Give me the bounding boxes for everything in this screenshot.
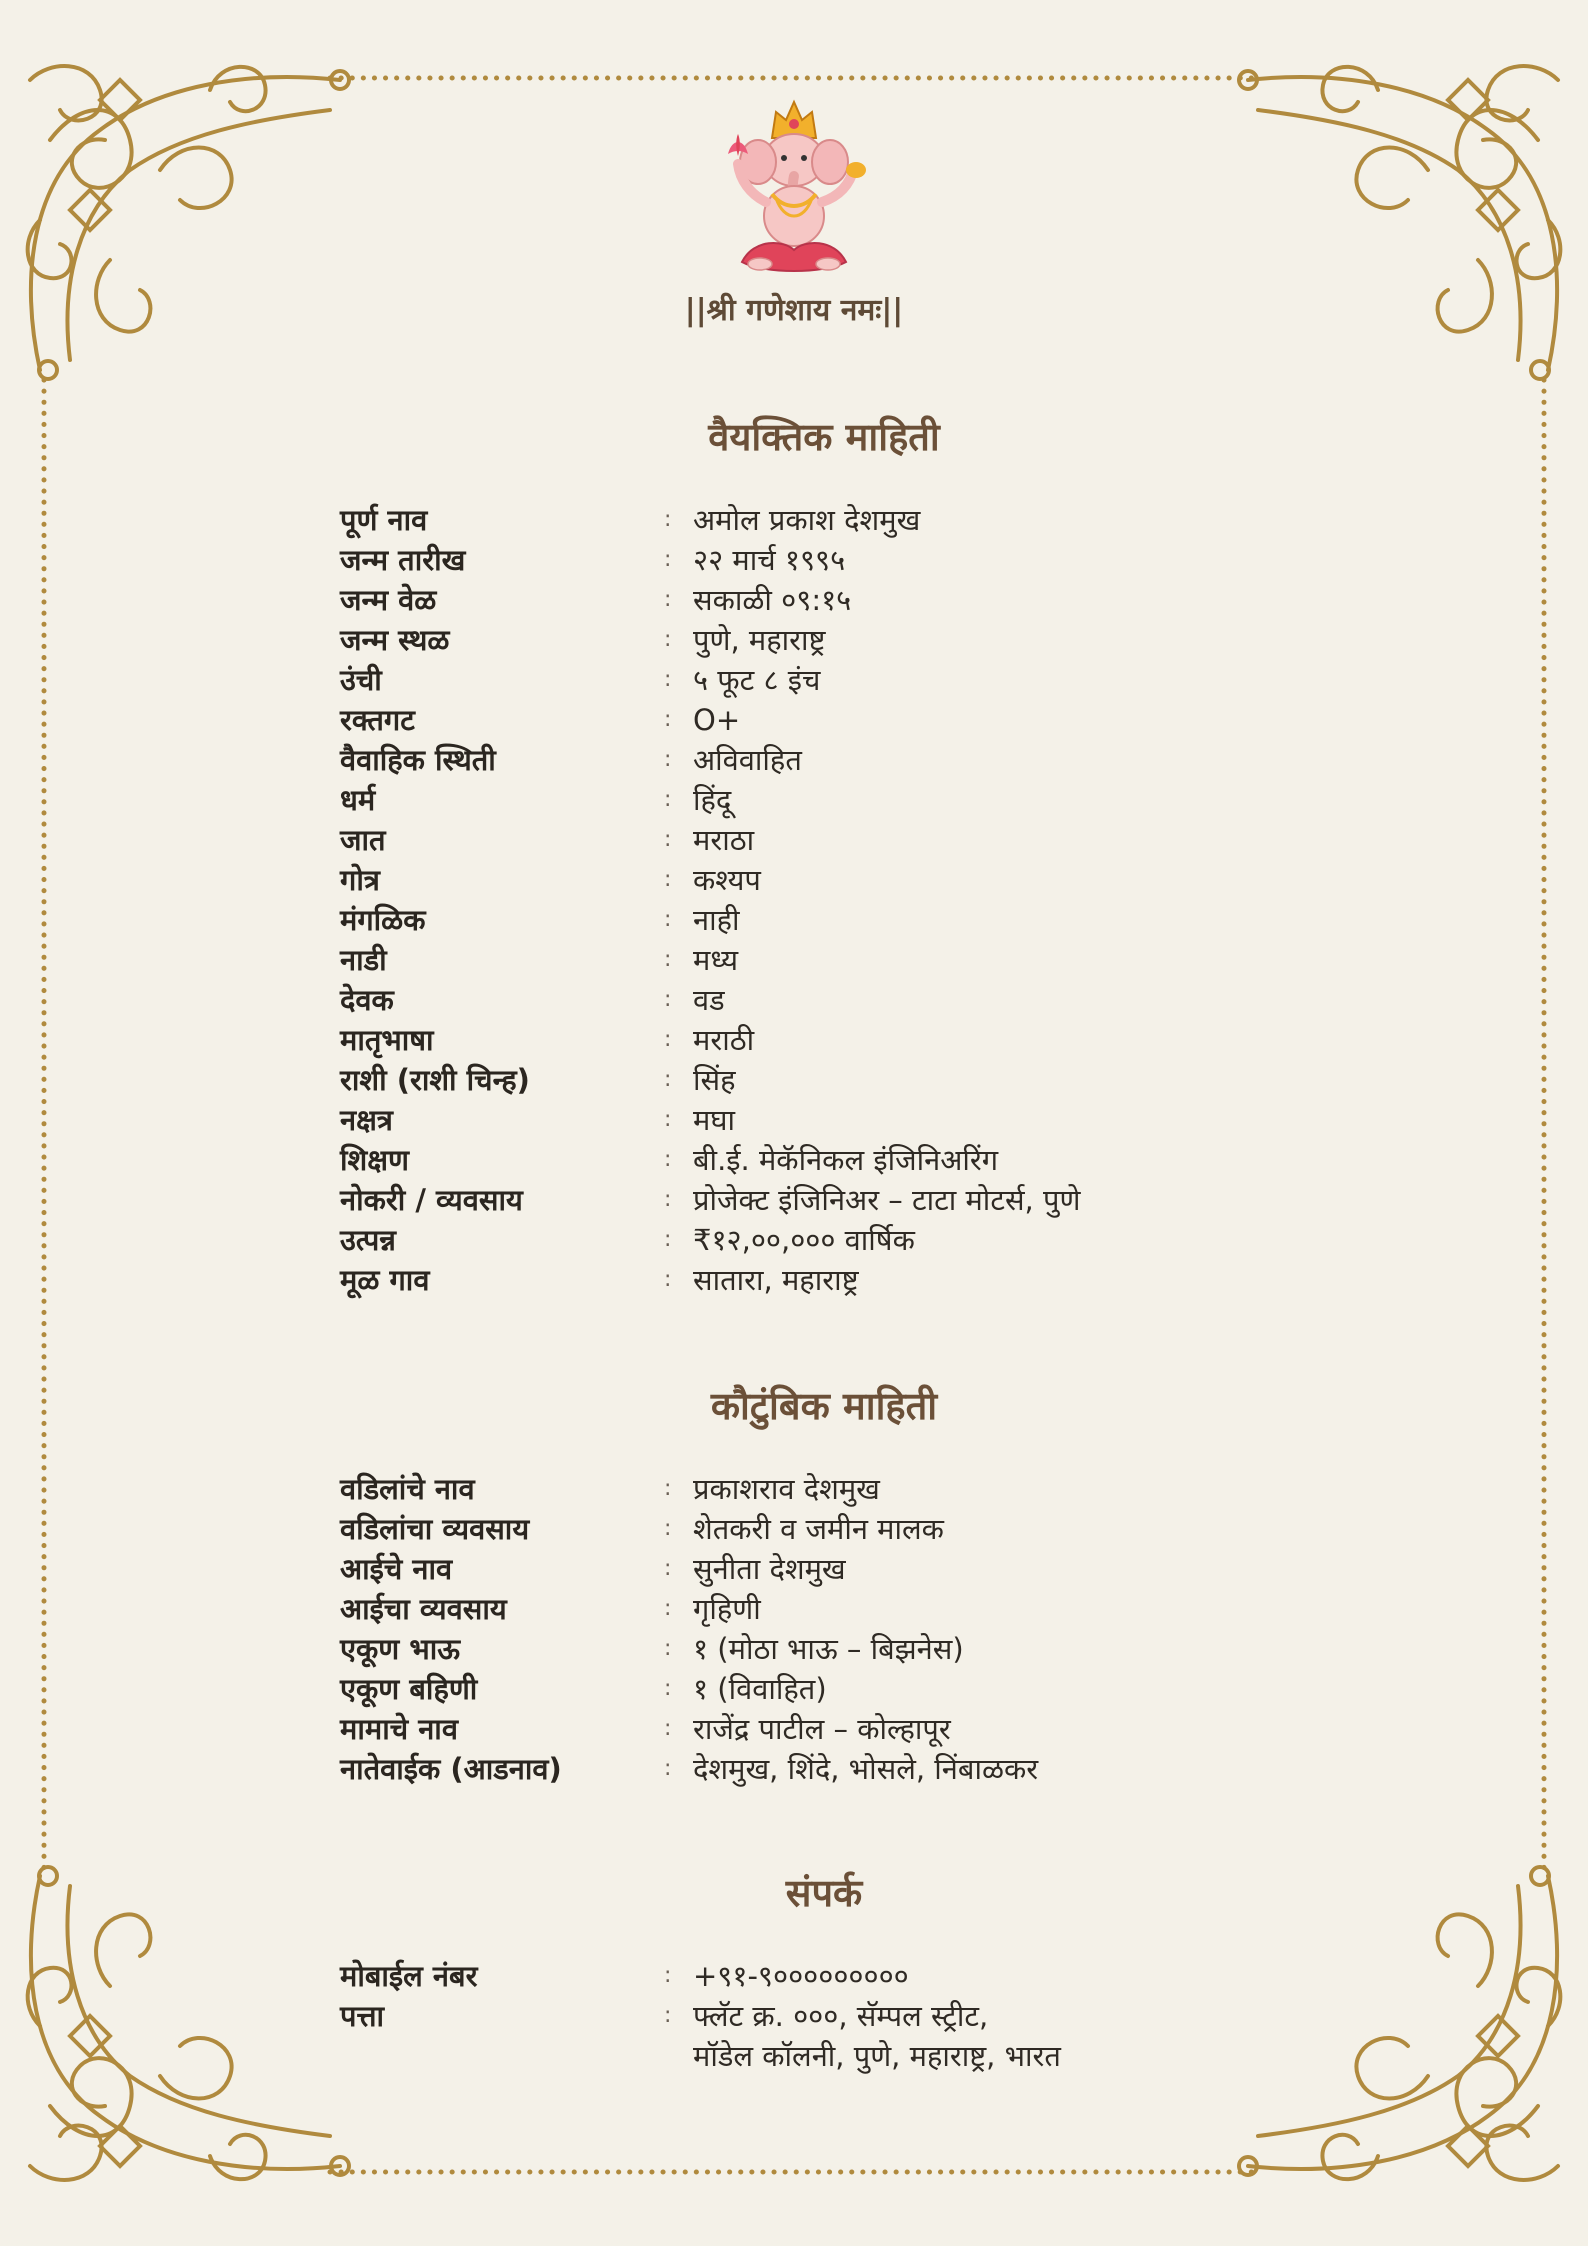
section-title-contact: संपर्क (785, 1871, 863, 1915)
detail-label: उंची (340, 663, 382, 697)
detail-label: पत्ता (340, 1999, 385, 2033)
detail-label: एकूण भाऊ (340, 1632, 461, 1666)
detail-value: पुणे, महाराष्ट्र (693, 623, 826, 657)
detail-label: उत्पन्न (340, 1223, 396, 1257)
detail-label: जन्म स्थळ (340, 623, 450, 657)
personal-details-list (340, 500, 1340, 1300)
invocation-heading: ||श्री गणेशाय नमः|| (684, 293, 904, 328)
address-line-1: फ्लॅट क्र. ०००, सॅम्पल स्ट्रीट, (693, 1999, 989, 2033)
address-line-2: मॉडेल कॉलनी, पुणे, महाराष्ट्र, भारत (693, 2039, 1061, 2073)
detail-value: प्रकाशराव देशमुख (693, 1472, 880, 1506)
detail-row: वैवाहिक स्थिती : अविवाहित (340, 740, 1340, 780)
detail-label: जन्म तारीख (340, 543, 466, 577)
detail-value: देशमुख, शिंदे, भोसले, निंबाळकर (693, 1752, 1039, 1786)
detail-label: आईचा व्यवसाय (340, 1592, 507, 1626)
detail-label: देवक (340, 983, 394, 1017)
detail-value: मध्य (693, 943, 739, 977)
detail-value: O+ (693, 703, 741, 737)
detail-label: वडिलांचा व्यवसाय (340, 1512, 530, 1546)
detail-label: नातेवाईक (आडनाव) (340, 1752, 562, 1786)
detail-row: मोबाईल नंबर : +९१-९००००००००० (340, 1956, 1340, 1996)
detail-row: नोकरी / व्यवसाय : प्रोजेक्ट इंजिनिअर – टाटा मोटर्स, पुणे (340, 1180, 1340, 1220)
detail-label: नाडी (340, 943, 387, 977)
detail-value: हिंदू (693, 783, 732, 817)
detail-label: राशी (राशी चिन्ह) (340, 1063, 530, 1097)
address (693, 1996, 1061, 2076)
detail-row: जन्म स्थळ : पुणे, महाराष्ट्र (340, 620, 1340, 660)
detail-row: मातृभाषा : मराठी (340, 1020, 1340, 1060)
section-title-personal: वैयक्तिक माहिती (708, 415, 940, 459)
detail-row: राशी (राशी चिन्ह) : सिंह (340, 1060, 1340, 1100)
detail-row: मामाचे नाव : राजेंद्र पाटील – कोल्हापूर (340, 1709, 1340, 1749)
detail-row: गोत्र : कश्यप (340, 860, 1340, 900)
detail-value: बी.ई. मेकॅनिकल इंजिनिअरिंग (693, 1143, 999, 1177)
ornamental-corner-icon (1218, 40, 1578, 400)
detail-row: नातेवाईक (आडनाव) : देशमुख, शिंदे, भोसले, निंबाळकर (340, 1749, 1340, 1789)
detail-row: रक्तगट : O+ (340, 700, 1340, 740)
detail-row: आईचे नाव : सुनीता देशमुख (340, 1549, 1340, 1589)
detail-row: जन्म वेळ : सकाळी ०९:१५ (340, 580, 1340, 620)
detail-value: सातारा, महाराष्ट्र (693, 1263, 859, 1297)
family-details-list (340, 1469, 1340, 1789)
detail-value: १ (मोठा भाऊ – बिझनेस) (693, 1632, 964, 1666)
detail-row: धर्म : हिंदू (340, 780, 1340, 820)
detail-label: वडिलांचे नाव (340, 1472, 475, 1506)
ornamental-corner-icon (10, 1846, 370, 2206)
detail-label: आईचे नाव (340, 1552, 453, 1586)
detail-value: ५ फूट ८ इंच (693, 663, 821, 697)
detail-row: पत्ता : फ्लॅट क्र. ०००, सॅम्पल स्ट्रीट, मॉडेल कॉलनी, पुणे, महाराष्ट्र, भारत (340, 1996, 1340, 2076)
detail-label: रक्तगट (340, 703, 415, 737)
detail-label: एकूण बहिणी (340, 1672, 478, 1706)
detail-value: मघा (693, 1103, 735, 1137)
detail-row: मंगळिक : नाही (340, 900, 1340, 940)
detail-label: गोत्र (340, 863, 380, 897)
detail-value: मराठी (693, 1023, 755, 1057)
detail-value: अमोल प्रकाश देशमुख (693, 503, 921, 537)
ganesha-icon (714, 98, 874, 282)
detail-value: शेतकरी व जमीन मालक (693, 1512, 944, 1546)
detail-label: नक्षत्र (340, 1103, 393, 1137)
contact-details-list (340, 1956, 1340, 2076)
detail-row: एकूण भाऊ : १ (मोठा भाऊ – बिझनेस) (340, 1629, 1340, 1669)
detail-label: मामाचे नाव (340, 1712, 458, 1746)
detail-label: नोकरी / व्यवसाय (340, 1183, 523, 1217)
detail-label: जन्म वेळ (340, 583, 437, 617)
detail-row: उत्पन्न : ₹१२,००,००० वार्षिक (340, 1220, 1340, 1260)
detail-row: जात : मराठा (340, 820, 1340, 860)
detail-value: सुनीता देशमुख (693, 1552, 846, 1586)
detail-row: जन्म तारीख : २२ मार्च १९९५ (340, 540, 1340, 580)
detail-label: मूळ गाव (340, 1263, 430, 1297)
detail-label: धर्म (340, 783, 376, 817)
ornamental-corner-icon (10, 40, 370, 400)
detail-value: राजेंद्र पाटील – कोल्हापूर (693, 1712, 951, 1746)
detail-value: गृहिणी (693, 1592, 761, 1626)
detail-row: आईचा व्यवसाय : गृहिणी (340, 1589, 1340, 1629)
detail-row: वडिलांचे नाव : प्रकाशराव देशमुख (340, 1469, 1340, 1509)
detail-value: ₹१२,००,००० वार्षिक (693, 1223, 915, 1257)
detail-value: प्रोजेक्ट इंजिनिअर – टाटा मोटर्स, पुणे (693, 1183, 1081, 1217)
detail-row: एकूण बहिणी : १ (विवाहित) (340, 1669, 1340, 1709)
detail-label: मंगळिक (340, 903, 426, 937)
detail-value: नाही (693, 903, 740, 937)
detail-row: देवक : वड (340, 980, 1340, 1020)
detail-value: मराठा (693, 823, 755, 857)
detail-label: पूर्ण नाव (340, 503, 428, 537)
detail-value: कश्यप (693, 863, 761, 897)
detail-row: वडिलांचा व्यवसाय : शेतकरी व जमीन मालक (340, 1509, 1340, 1549)
detail-label: मोबाईल नंबर (340, 1959, 478, 1993)
detail-row: नक्षत्र : मघा (340, 1100, 1340, 1140)
detail-row: उंची : ५ फूट ८ इंच (340, 660, 1340, 700)
detail-value: सिंह (693, 1063, 736, 1097)
mobile-number: +९१-९००००००००० (693, 1959, 909, 1993)
detail-label: जात (340, 823, 386, 857)
detail-label: शिक्षण (340, 1143, 409, 1177)
detail-row: शिक्षण : बी.ई. मेकॅनिकल इंजिनिअरिंग (340, 1140, 1340, 1180)
detail-row: पूर्ण नाव : अमोल प्रकाश देशमुख (340, 500, 1340, 540)
section-title-family: कौटुंबिक माहिती (710, 1384, 938, 1428)
detail-label: वैवाहिक स्थिती (340, 743, 496, 777)
detail-value: वड (693, 983, 725, 1017)
detail-value: २२ मार्च १९९५ (693, 543, 846, 577)
detail-value: अविवाहित (693, 743, 802, 777)
detail-value: १ (विवाहित) (693, 1672, 827, 1706)
detail-row: नाडी : मध्य (340, 940, 1340, 980)
detail-label: मातृभाषा (340, 1023, 434, 1057)
detail-value: सकाळी ०९:१५ (693, 583, 852, 617)
detail-row: मूळ गाव : सातारा, महाराष्ट्र (340, 1260, 1340, 1300)
